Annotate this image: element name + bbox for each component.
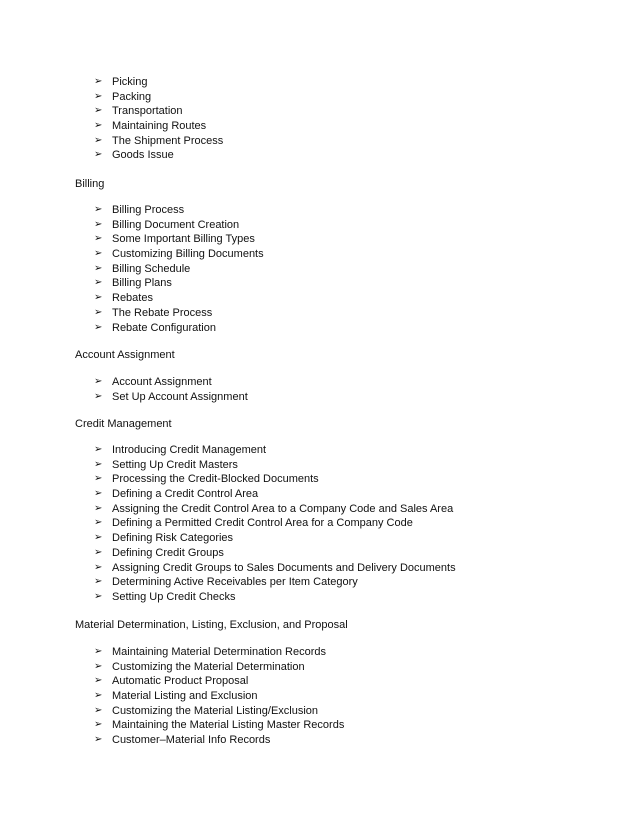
- arrow-bullet-icon: ➢: [94, 488, 103, 500]
- arrow-bullet-icon: ➢: [94, 576, 103, 588]
- list-item: [0, 218, 638, 233]
- arrow-bullet-icon: ➢: [94, 149, 103, 161]
- list-item-text: Maintaining Routes: [112, 120, 207, 133]
- bullet-list: [0, 443, 638, 605]
- arrow-bullet-icon: ➢: [94, 690, 103, 702]
- list-item: [0, 531, 638, 546]
- list-item-text: Billing Plans: [112, 277, 172, 290]
- list-item-text: Billing Document Creation: [112, 218, 240, 231]
- arrow-bullet-icon: ➢: [94, 105, 103, 117]
- list-item-text: Defining a Permitted Credit Control Area for a Company Code: [112, 517, 413, 530]
- list-item-text: Material Listing and Exclusion: [112, 690, 258, 703]
- list-item-text: Transportation: [112, 105, 183, 118]
- section-heading-material-determination: Material Determination, Listing, Exclusion, and Proposal: [75, 619, 348, 631]
- section-heading-account-assignment: Account Assignment: [75, 349, 175, 361]
- arrow-bullet-icon: ➢: [94, 204, 103, 215]
- arrow-bullet-icon: ➢: [94, 218, 103, 230]
- list-item: [0, 291, 638, 306]
- list-item: [0, 306, 638, 321]
- list-item-text: Introducing Credit Management: [112, 444, 267, 456]
- arrow-bullet-icon: ➢: [94, 120, 103, 132]
- list-item: [0, 516, 638, 531]
- section-heading-credit-management: Credit Management: [75, 418, 172, 430]
- list-item: [0, 674, 638, 689]
- arrow-bullet-icon: ➢: [94, 458, 103, 470]
- arrow-bullet-icon: ➢: [94, 561, 103, 573]
- arrow-bullet-icon: ➢: [94, 532, 103, 544]
- list-item: [0, 561, 638, 576]
- list-item: [0, 104, 638, 119]
- arrow-bullet-icon: ➢: [94, 292, 103, 304]
- arrow-bullet-icon: ➢: [94, 734, 103, 746]
- list-item: [0, 443, 638, 458]
- list-item: [0, 119, 638, 134]
- list-item: [0, 276, 638, 291]
- list-item-text: Set Up Account Assignment: [112, 390, 248, 403]
- list-item-text: Customizing the Material Listing/Exclusion: [112, 704, 319, 717]
- arrow-bullet-icon: ➢: [94, 517, 103, 529]
- list-item: [0, 458, 638, 473]
- list-item-text: Processing the Credit-Blocked Documents: [112, 473, 319, 486]
- list-item-text: The Shipment Process: [112, 134, 224, 147]
- list-item: [0, 232, 638, 247]
- list-item: [0, 90, 638, 105]
- list-item-text: Assigning the Credit Control Area to a Company Code and Sales Area: [112, 502, 454, 515]
- list-item-text: Maintaining the Material Listing Master Records: [112, 719, 345, 732]
- list-item: [0, 75, 638, 90]
- arrow-bullet-icon: ➢: [94, 660, 103, 672]
- list-item-text: Billing Process: [112, 204, 185, 216]
- list-item: [0, 689, 638, 704]
- arrow-bullet-icon: ➢: [94, 134, 103, 146]
- arrow-bullet-icon: ➢: [94, 76, 103, 87]
- list-item-text: Setting Up Credit Masters: [112, 458, 238, 471]
- list-item-text: Goods Issue: [112, 149, 174, 162]
- arrow-bullet-icon: ➢: [94, 590, 103, 602]
- list-item: [0, 375, 638, 390]
- arrow-bullet-icon: ➢: [94, 233, 103, 245]
- list-item: [0, 487, 638, 502]
- arrow-bullet-icon: ➢: [94, 277, 103, 289]
- arrow-bullet-icon: ➢: [94, 704, 103, 716]
- list-item: [0, 148, 638, 163]
- arrow-bullet-icon: ➢: [94, 90, 103, 102]
- list-item-text: Account Assignment: [112, 376, 212, 388]
- list-item: [0, 472, 638, 487]
- list-item-text: Defining Credit Groups: [112, 546, 224, 559]
- list-item: [0, 262, 638, 277]
- list-item: [0, 718, 638, 733]
- list-item-text: Automatic Product Proposal: [112, 675, 249, 688]
- list-item: [0, 590, 638, 605]
- arrow-bullet-icon: ➢: [94, 473, 103, 485]
- list-item: [0, 546, 638, 561]
- list-item-text: Defining a Credit Control Area: [112, 488, 259, 501]
- arrow-bullet-icon: ➢: [94, 321, 103, 333]
- list-item: [0, 733, 638, 748]
- list-item: [0, 247, 638, 262]
- arrow-bullet-icon: ➢: [94, 390, 103, 402]
- list-item-text: Customizing the Material Determination: [112, 660, 305, 673]
- section-heading-billing: Billing: [75, 178, 105, 190]
- list-item-text: Rebates: [112, 292, 153, 305]
- bullet-list: [0, 203, 638, 335]
- arrow-bullet-icon: ➢: [94, 306, 103, 318]
- list-item: [0, 134, 638, 149]
- list-item: [0, 390, 638, 405]
- list-item: [0, 502, 638, 517]
- list-item-text: Billing Schedule: [112, 262, 191, 275]
- list-item-text: The Rebate Process: [112, 306, 213, 319]
- list-item: [0, 321, 638, 336]
- arrow-bullet-icon: ➢: [94, 262, 103, 274]
- list-item: [0, 645, 638, 660]
- arrow-bullet-icon: ➢: [94, 646, 103, 657]
- list-item-text: Customizing Billing Documents: [112, 248, 264, 261]
- list-item: [0, 575, 638, 590]
- arrow-bullet-icon: ➢: [94, 444, 103, 455]
- list-item-text: Some Important Billing Types: [112, 233, 255, 246]
- list-item-text: Packing: [112, 90, 152, 103]
- list-item-text: Rebate Configuration: [112, 321, 216, 334]
- arrow-bullet-icon: ➢: [94, 502, 103, 514]
- list-item-text: Assigning Credit Groups to Sales Documents and Delivery Documents: [112, 561, 456, 574]
- arrow-bullet-icon: ➢: [94, 376, 103, 387]
- list-item: [0, 203, 638, 218]
- bullet-list: [0, 645, 638, 748]
- arrow-bullet-icon: ➢: [94, 546, 103, 558]
- arrow-bullet-icon: ➢: [94, 675, 103, 687]
- arrow-bullet-icon: ➢: [94, 248, 103, 260]
- list-item-text: Maintaining Material Determination Records: [112, 646, 326, 658]
- list-item-text: Determining Active Receivables per Item Category: [112, 576, 358, 589]
- list-item: [0, 704, 638, 719]
- bullet-list: [0, 75, 638, 163]
- list-item-text: Picking: [112, 76, 148, 88]
- arrow-bullet-icon: ➢: [94, 719, 103, 731]
- bullet-list: [0, 375, 638, 404]
- list-item: [0, 660, 638, 675]
- list-item-text: Customer–Material Info Records: [112, 734, 271, 747]
- list-item-text: Defining Risk Categories: [112, 532, 234, 545]
- list-item-text: Setting Up Credit Checks: [112, 590, 236, 603]
